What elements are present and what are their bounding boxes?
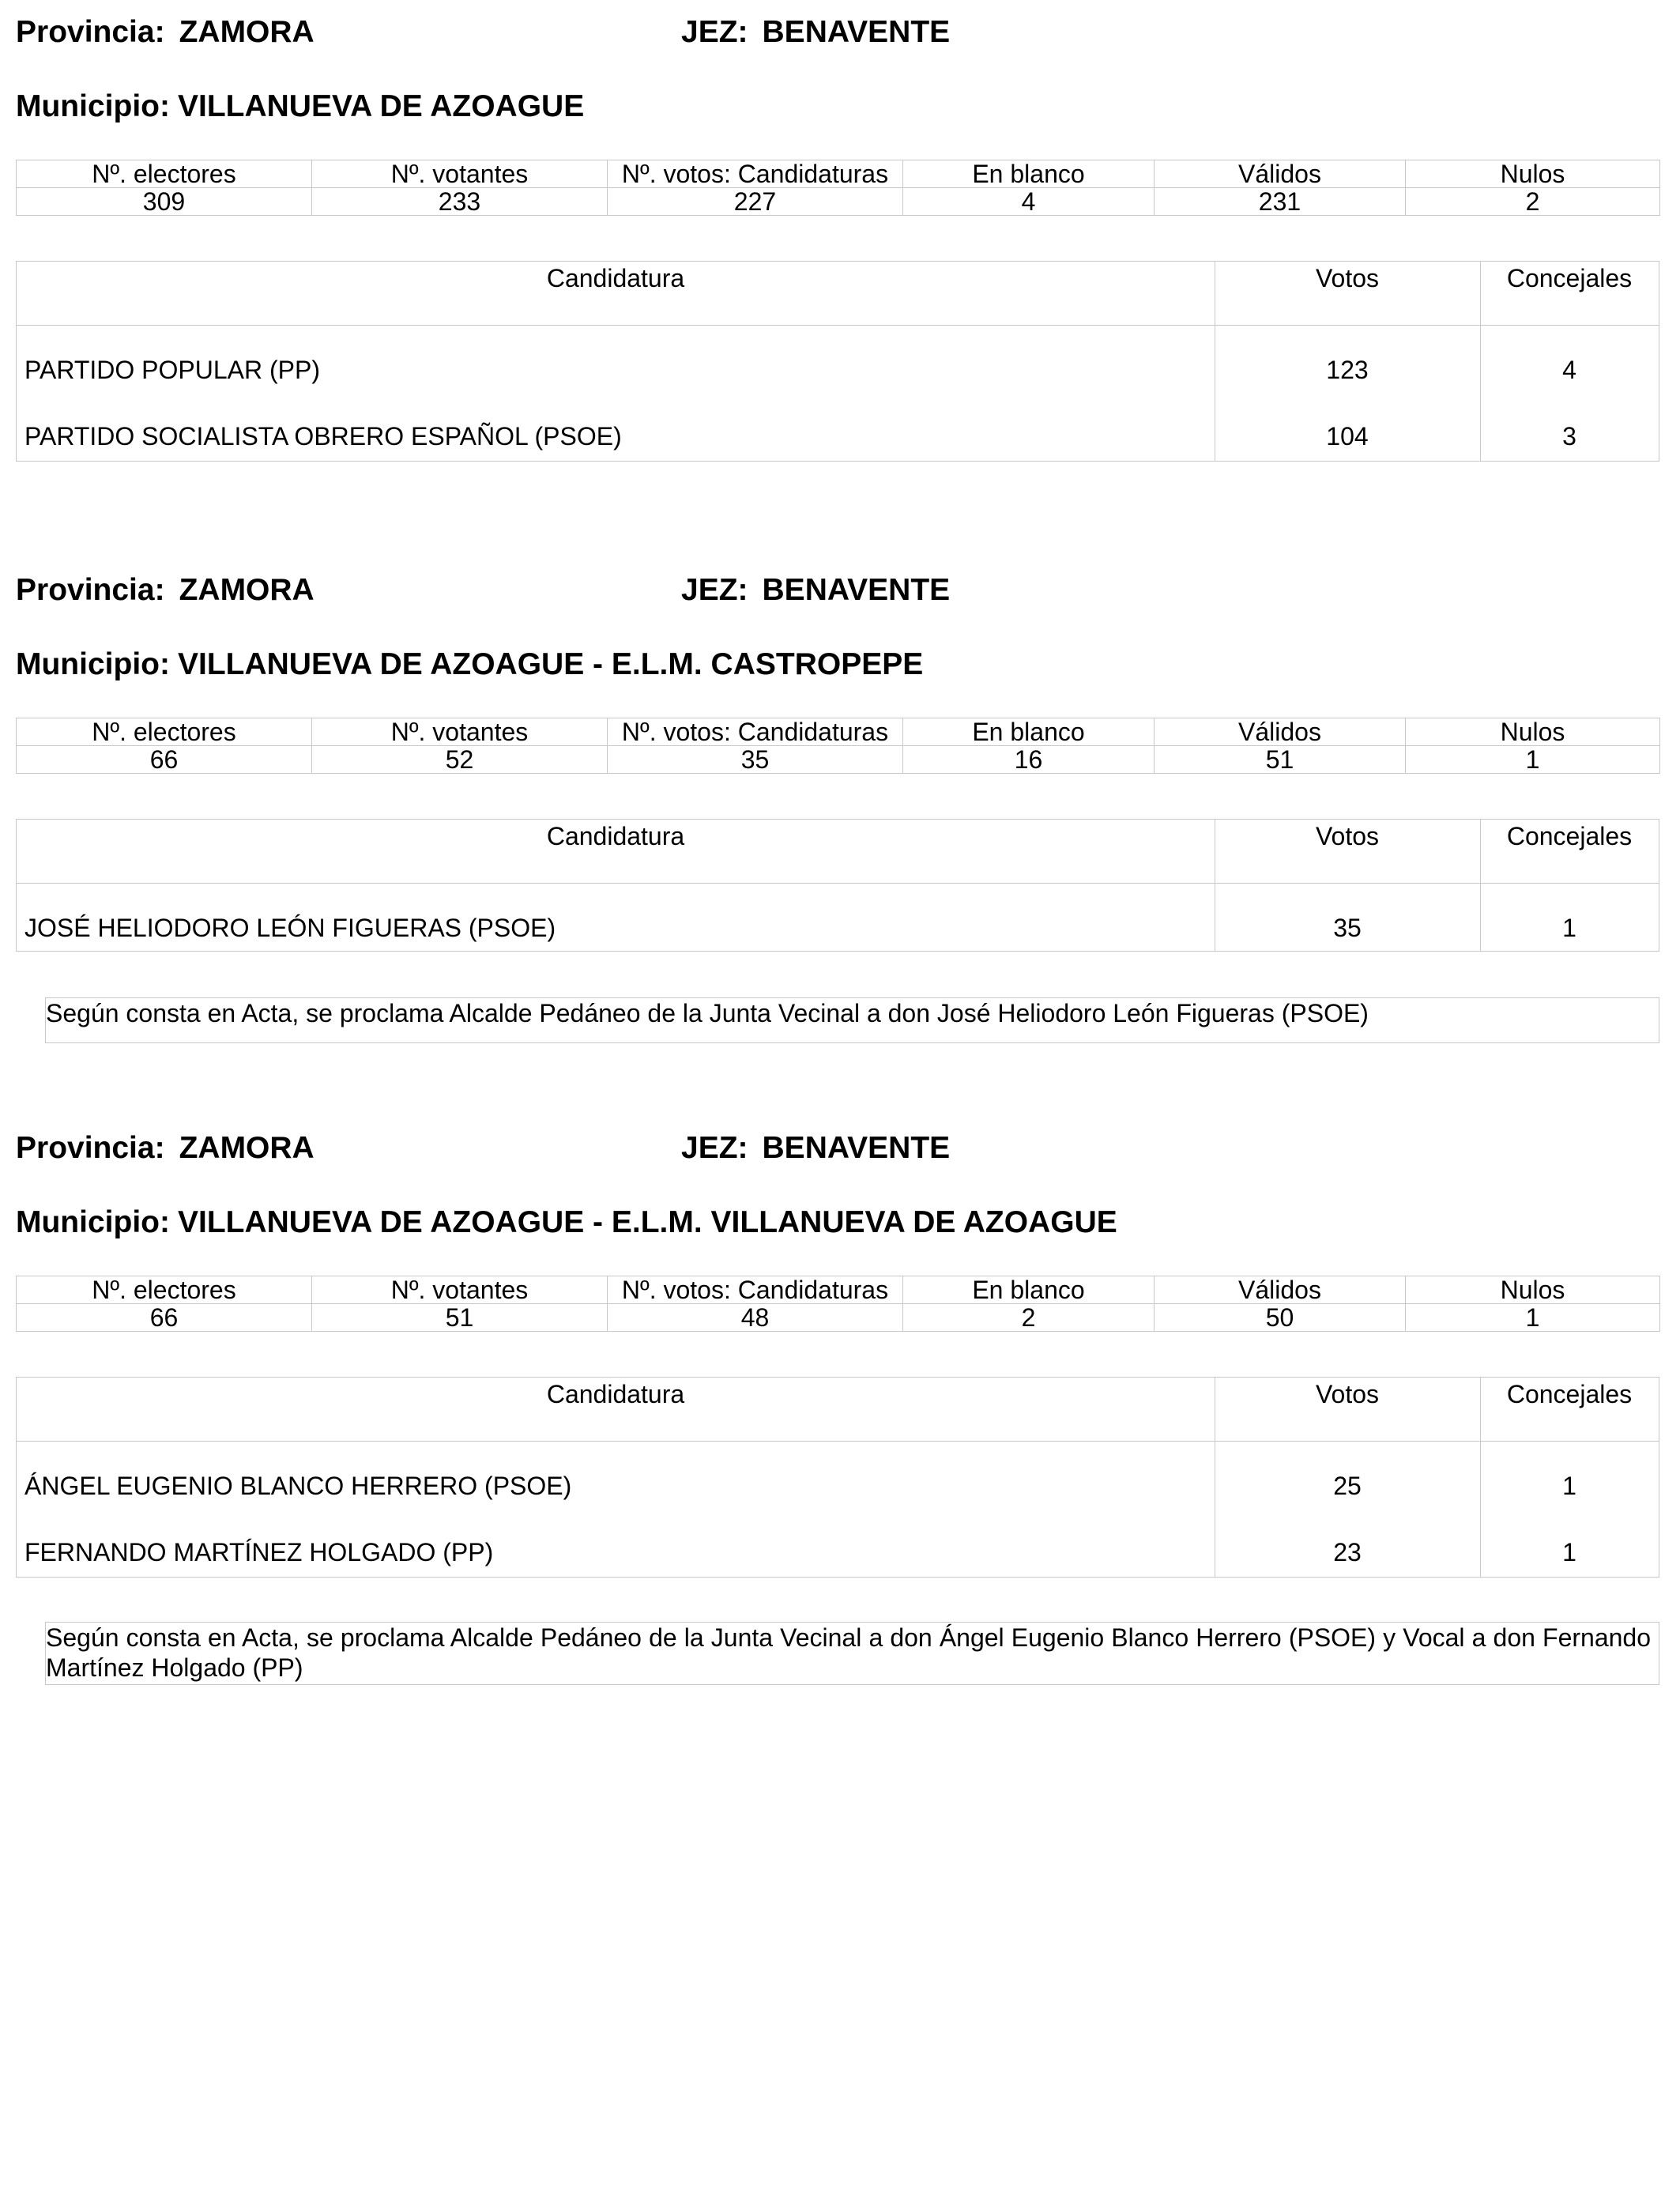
concejales-header: Concejales	[1506, 1380, 1633, 1408]
nulos-header: Nulos	[1406, 160, 1660, 188]
jez-line	[681, 14, 950, 51]
candidatura-header: Candidatura	[546, 822, 685, 850]
candidate-votes: 25	[1333, 1472, 1362, 1500]
validos-value: 51	[1155, 746, 1406, 774]
candidate-concejales: 1	[1562, 1472, 1576, 1500]
candidate-concejales: 1	[1562, 914, 1576, 942]
electores-header: Nº. electores	[17, 160, 312, 188]
candidate-row	[17, 1508, 1659, 1574]
summary-header-row	[17, 160, 1660, 188]
candidate-votes: 35	[1333, 914, 1362, 942]
candidate-name: PARTIDO POPULAR (PP)	[24, 356, 320, 384]
candidate-concejales: 1	[1562, 1538, 1576, 1566]
votantes-header: Nº. votantes	[312, 160, 608, 188]
candidate-votes: 104	[1326, 422, 1369, 450]
en-blanco-header: En blanco	[903, 718, 1155, 746]
candidate-votes: 123	[1326, 356, 1369, 384]
municipio-label: Municipio:	[16, 647, 170, 681]
validos-header: Válidos	[1155, 1276, 1406, 1304]
votantes-value: 233	[312, 188, 608, 216]
electores-header: Nº. electores	[17, 718, 312, 746]
nulos-value: 1	[1406, 1304, 1660, 1332]
summary-value-row	[17, 188, 1660, 216]
summary-header-row	[17, 718, 1660, 746]
votantes-header: Nº. votantes	[312, 718, 608, 746]
jez-label: JEZ:	[681, 15, 748, 49]
validos-value: 50	[1155, 1304, 1406, 1332]
municipio-value: VILLANUEVA DE AZOAGUE - E.L.M. VILLANUEVA DE AZOAGUE	[177, 1205, 1117, 1239]
candidates-header	[17, 262, 1659, 326]
provincia-line	[16, 572, 315, 609]
candidates-header	[17, 820, 1659, 884]
jez-value: BENAVENTE	[762, 15, 951, 49]
summary-value-row	[17, 1304, 1660, 1332]
municipio-value: VILLANUEVA DE AZOAGUE	[177, 89, 585, 123]
candidate-row	[17, 1442, 1659, 1508]
electores-value: 309	[17, 188, 312, 216]
summary-table	[16, 160, 1660, 216]
candidate-name: ÁNGEL EUGENIO BLANCO HERRERO (PSOE)	[24, 1472, 572, 1500]
candidatura-header: Candidatura	[546, 264, 685, 292]
municipio-line	[16, 89, 584, 125]
provincia-label: Provincia:	[16, 15, 165, 49]
nulos-value: 1	[1406, 746, 1660, 774]
en-blanco-value: 16	[903, 746, 1155, 774]
municipio-label: Municipio:	[16, 1205, 170, 1239]
jez-label: JEZ:	[681, 573, 748, 607]
concejales-header: Concejales	[1506, 264, 1633, 292]
en-blanco-header: En blanco	[903, 160, 1155, 188]
proclamation-note: Según consta en Acta, se proclama Alcalde Pedáneo de la Junta Vecinal a don Ángel Eugenio Blanco Herrero (PSOE) y Vocal a don Fernando Martínez Holgado (PP)	[45, 1622, 1659, 1685]
jez-label: JEZ:	[681, 1131, 748, 1165]
candidatura-header: Candidatura	[546, 1380, 685, 1408]
jez-line	[681, 572, 950, 609]
candidate-name: JOSÉ HELIODORO LEÓN FIGUERAS (PSOE)	[24, 914, 556, 942]
concejales-header: Concejales	[1506, 822, 1633, 850]
provincia-value: ZAMORA	[179, 573, 315, 607]
votos-candidaturas-value: 227	[608, 188, 903, 216]
candidates-table	[16, 261, 1659, 462]
en-blanco-value: 2	[903, 1304, 1155, 1332]
candidates-table	[16, 819, 1659, 952]
candidates-header	[17, 1378, 1659, 1442]
nulos-header: Nulos	[1406, 1276, 1660, 1304]
candidate-concejales: 4	[1562, 356, 1576, 384]
votos-candidaturas-header: Nº. votos: Candidaturas	[608, 718, 903, 746]
votantes-header: Nº. votantes	[312, 1276, 608, 1304]
provincia-value: ZAMORA	[179, 1131, 315, 1165]
summary-table	[16, 718, 1660, 774]
municipio-value: VILLANUEVA DE AZOAGUE - E.L.M. CASTROPEPE	[177, 647, 924, 681]
proclamation-note: Según consta en Acta, se proclama Alcalde Pedáneo de la Junta Vecinal a don José Heliodoro León Figueras (PSOE)	[45, 997, 1659, 1043]
votos-candidaturas-header: Nº. votos: Candidaturas	[608, 160, 903, 188]
candidate-concejales: 3	[1562, 422, 1576, 450]
electores-header: Nº. electores	[17, 1276, 312, 1304]
municipio-line	[16, 1204, 1117, 1241]
candidate-row	[17, 392, 1659, 458]
provincia-line	[16, 14, 315, 51]
candidate-name: PARTIDO SOCIALISTA OBRERO ESPAÑOL (PSOE)	[24, 422, 622, 450]
nulos-value: 2	[1406, 188, 1660, 216]
summary-value-row	[17, 746, 1660, 774]
candidate-votes: 23	[1333, 1538, 1362, 1566]
candidate-row	[17, 326, 1659, 392]
en-blanco-value: 4	[903, 188, 1155, 216]
en-blanco-header: En blanco	[903, 1276, 1155, 1304]
candidate-row	[17, 884, 1659, 950]
validos-header: Válidos	[1155, 160, 1406, 188]
electores-value: 66	[17, 746, 312, 774]
municipio-line	[16, 647, 923, 683]
provincia-value: ZAMORA	[179, 15, 315, 49]
votos-header: Votos	[1315, 1380, 1380, 1408]
candidate-name: FERNANDO MARTÍNEZ HOLGADO (PP)	[24, 1538, 494, 1566]
votantes-value: 51	[312, 1304, 608, 1332]
provincia-label: Provincia:	[16, 573, 165, 607]
provincia-label: Provincia:	[16, 1131, 165, 1165]
provincia-line	[16, 1130, 315, 1167]
summary-header-row	[17, 1276, 1660, 1304]
votos-candidaturas-value: 35	[608, 746, 903, 774]
nulos-header: Nulos	[1406, 718, 1660, 746]
validos-header: Válidos	[1155, 718, 1406, 746]
municipio-label: Municipio:	[16, 89, 170, 123]
summary-table	[16, 1276, 1660, 1332]
votos-header: Votos	[1315, 822, 1380, 850]
candidates-table	[16, 1377, 1659, 1578]
jez-value: BENAVENTE	[762, 573, 951, 607]
votos-candidaturas-header: Nº. votos: Candidaturas	[608, 1276, 903, 1304]
votos-header: Votos	[1315, 264, 1380, 292]
jez-value: BENAVENTE	[762, 1131, 951, 1165]
votos-candidaturas-value: 48	[608, 1304, 903, 1332]
electores-value: 66	[17, 1304, 312, 1332]
validos-value: 231	[1155, 188, 1406, 216]
jez-line	[681, 1130, 950, 1167]
votantes-value: 52	[312, 746, 608, 774]
